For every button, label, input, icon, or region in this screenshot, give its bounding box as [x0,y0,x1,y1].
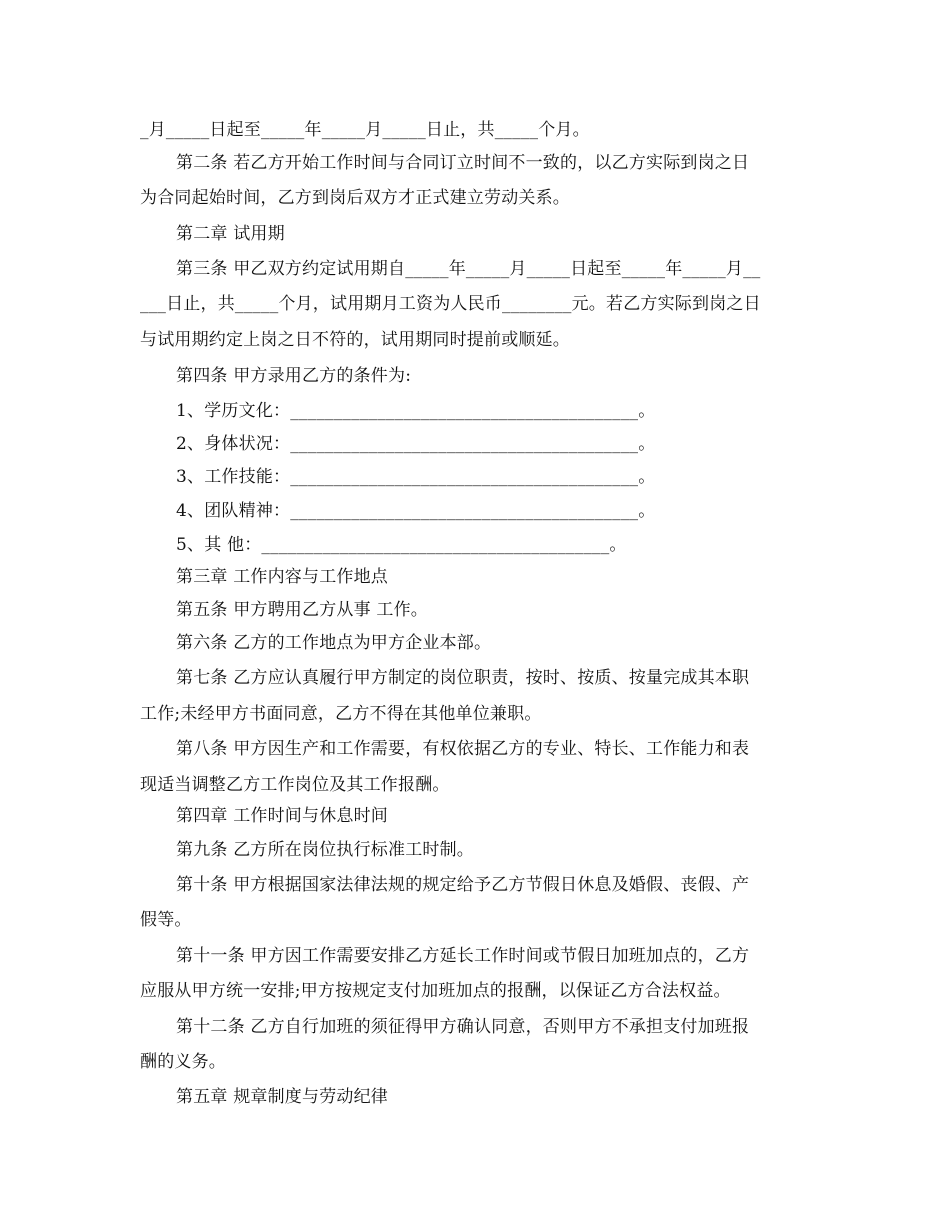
contract-line: 现适当调整乙方工作岗位及其工作报酬。 [140,775,450,795]
contract-line: 假等。 [140,910,192,930]
article-2-text: 第二条 若乙方开始工作时间与合同订立时间不一致的，以乙方实际到岗之日 [176,153,750,173]
condition-health: 2、身体状况：________________________________________。 [176,434,656,454]
article-8-text: 第八条 甲方因生产和工作需要，有权依据乙方的专业、特长、工作能力和表 [176,739,750,759]
condition-education: 1、学历文化：________________________________________。 [176,401,656,421]
contract-line: 酬的义务。 [140,1052,226,1072]
condition-teamwork: 4、团队精神：________________________________________。 [176,501,656,521]
chapter-4-heading: 第四章 工作时间与休息时间 [176,806,389,826]
article-4-text: 第四条 甲方录用乙方的条件为: [176,366,412,386]
article-6-text: 第六条 乙方的工作地点为甲方企业本部。 [176,633,492,653]
chapter-3-heading: 第三章 工作内容与工作地点 [176,567,389,587]
contract-line: 工作;未经甲方书面同意，乙方不得在其他单位兼职。 [140,704,542,724]
condition-other: 5、其 他：________________________________________。 [176,535,627,555]
article-9-text: 第九条 乙方所在岗位执行标准工时制。 [176,840,475,860]
chapter-5-heading: 第五章 规章制度与劳动纪律 [176,1087,389,1107]
article-3-text: 第三条 甲乙双方约定试用期自_____年_____月_____日起至_____年_____月__ [176,259,761,279]
article-5-text: 第五条 甲方聘用乙方从事 工作。 [176,600,429,620]
article-10-text: 第十条 甲方根据国家法律法规的规定给予乙方节假日休息及婚假、丧假、产 [176,875,750,895]
chapter-2-heading: 第二章 试用期 [176,224,285,244]
contract-line: ___日止，共_____个月，试用期月工资为人民币________元。若乙方实际到岗之日 [140,294,761,314]
contract-line: 与试用期约定上岗之日不符的，试用期同时提前或顺延。 [140,330,570,350]
article-11-text: 第十一条 甲方因工作需要安排乙方延长工作时间或节假日加班加点的，乙方 [176,946,750,966]
article-12-text: 第十二条 乙方自行加班的须征得甲方确认同意，否则甲方不承担支付加班报 [176,1017,750,1037]
condition-skills: 3、工作技能：________________________________________。 [176,467,656,487]
contract-line: 为合同起始时间，乙方到岗后双方才正式建立劳动关系。 [140,188,570,208]
contract-line: 应服从甲方统一安排;甲方按规定支付加班加点的报酬，以保证乙方合法权益。 [140,981,731,1001]
article-7-text: 第七条 乙方应认真履行甲方制定的岗位职责，按时、按质、按量完成其本职 [176,668,750,688]
contract-line: _月_____日起至_____年_____月_____日止，共_____个月。 [140,120,590,140]
